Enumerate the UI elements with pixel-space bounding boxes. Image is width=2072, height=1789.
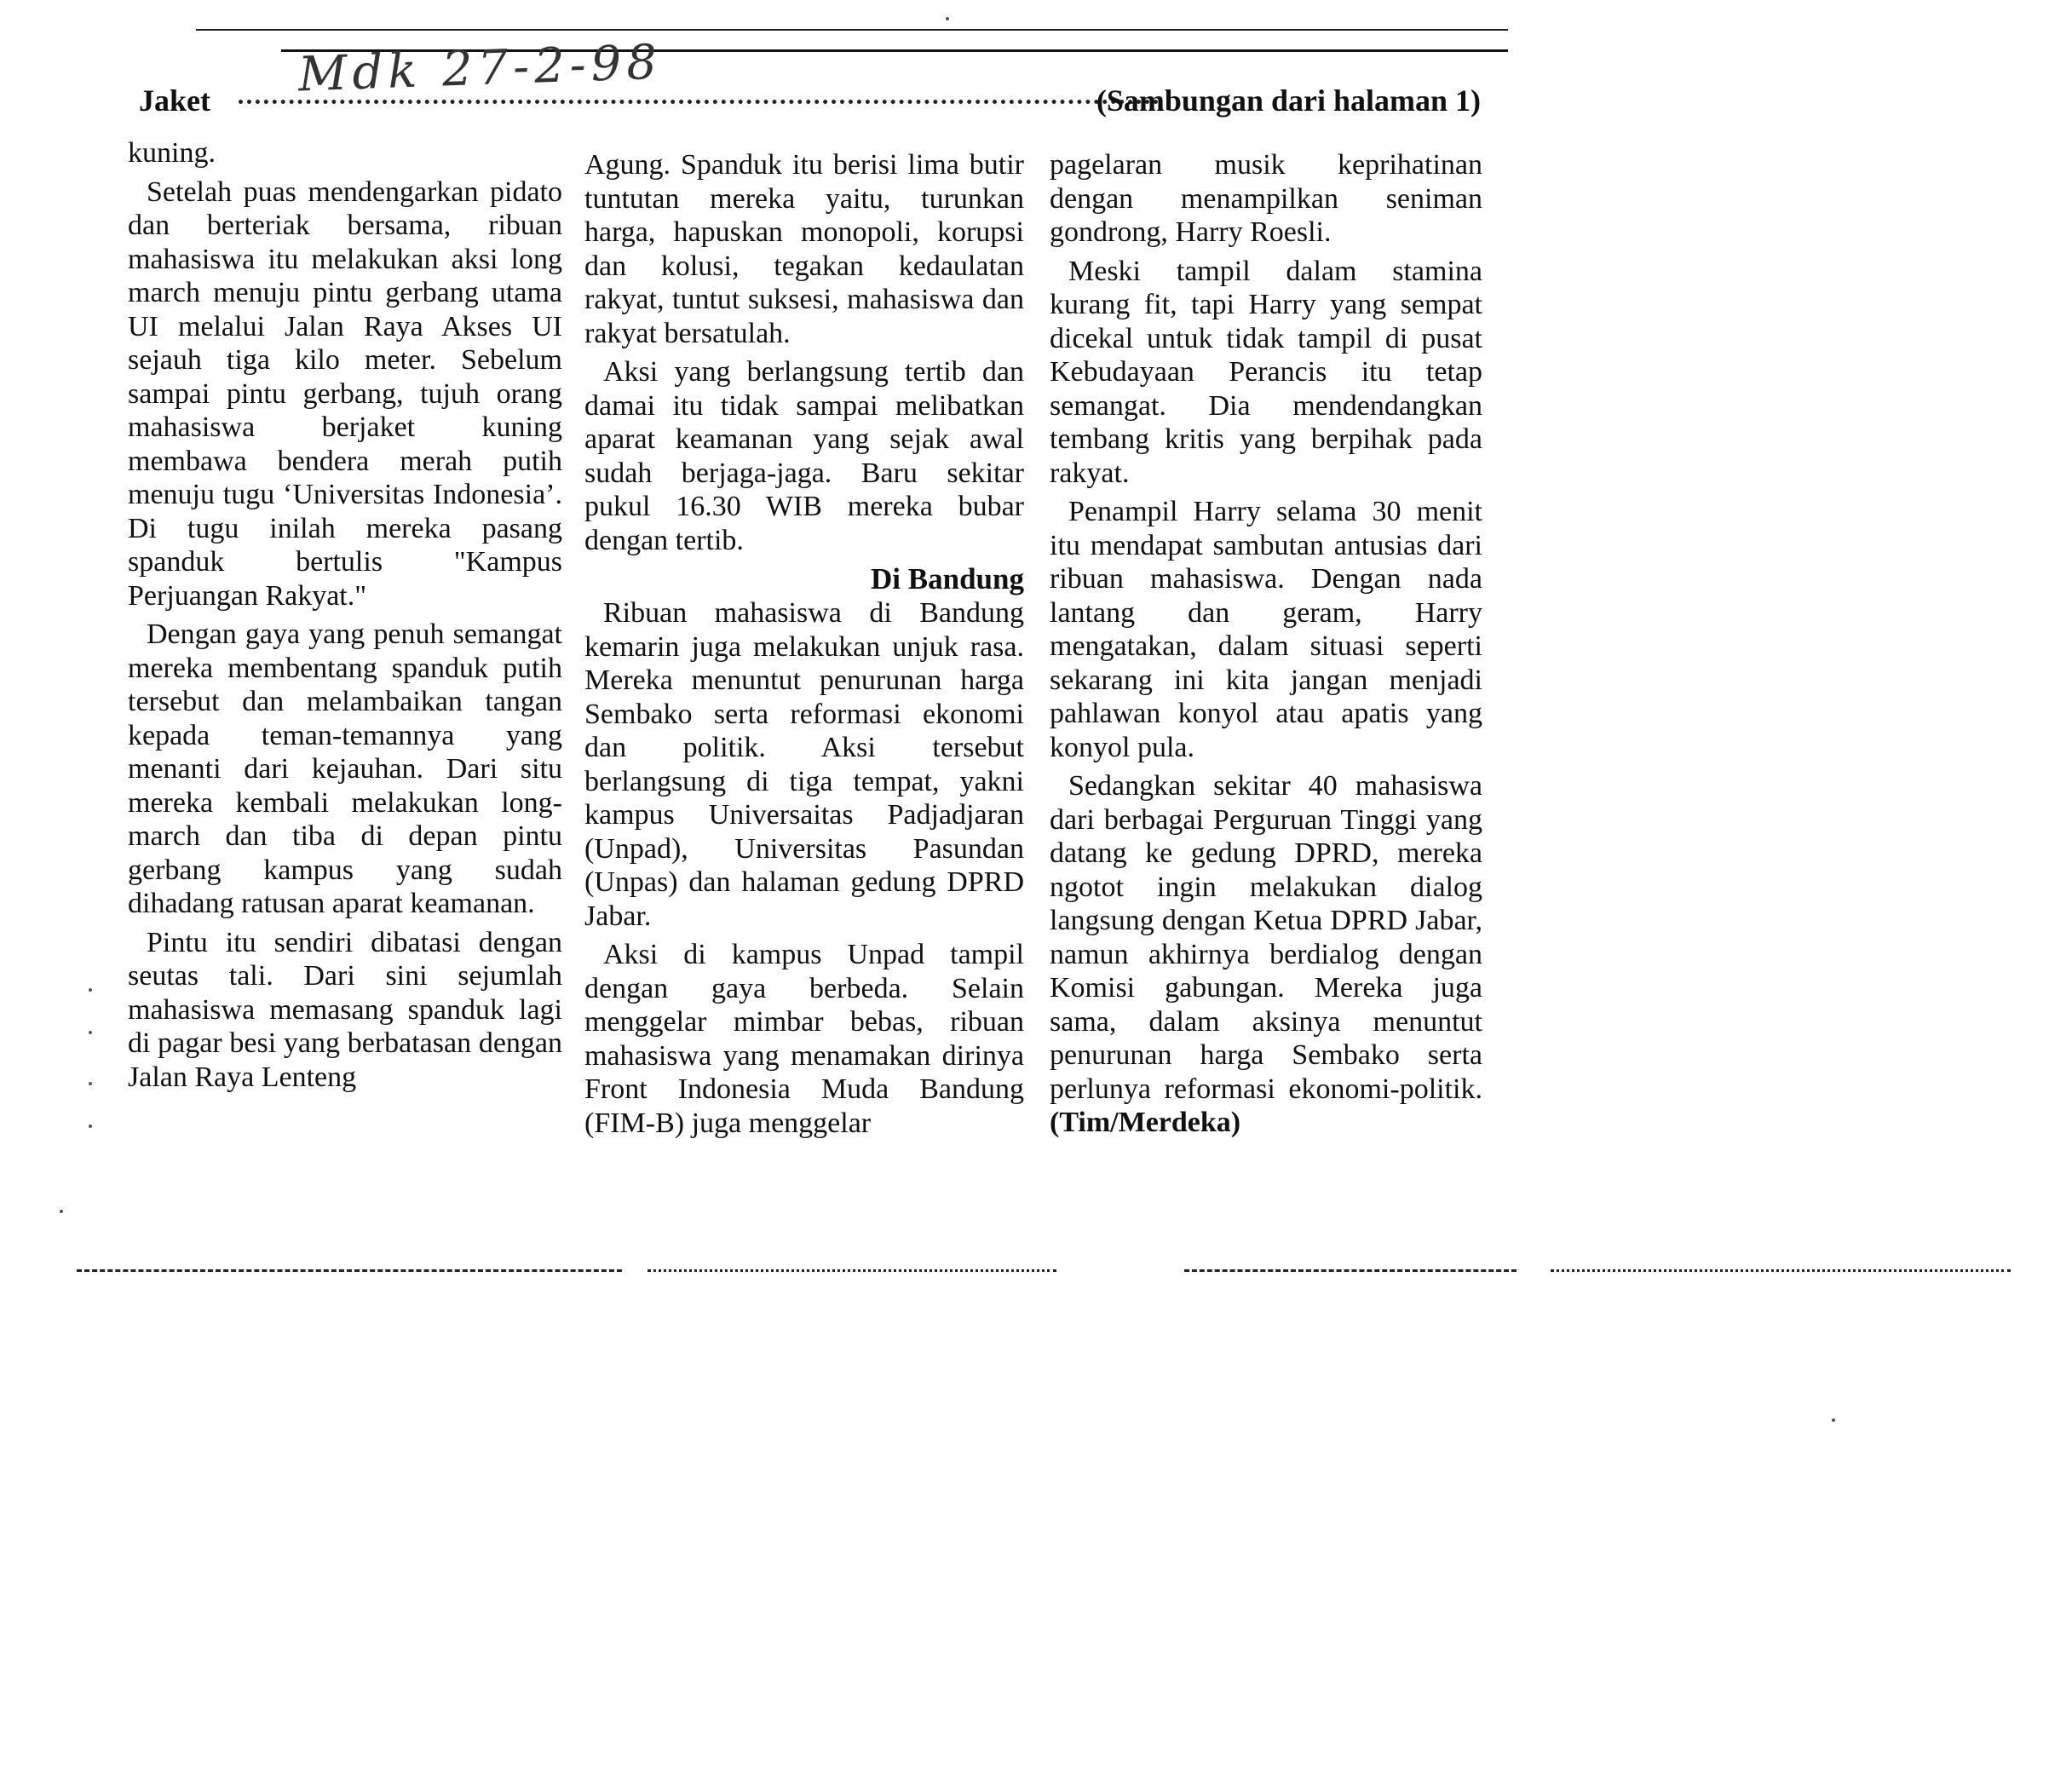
scan-speck <box>89 988 92 992</box>
paragraph: Ribuan mahasiswa di Bandung kemarin juga melakukan unjuk rasa. Mereka menuntut penurunan harga Sembako serta reformasi ekonomi dan politik. Aksi tersebut berlangsung di tiga tempat, yakni kampus Universaitas Padjadjaran (Unpad), Universitas Pasundan (Unpas) dan halaman gedung DPRD Jabar. <box>584 597 1024 932</box>
handwritten-date-note: Mdk 27-2-98 <box>296 34 663 103</box>
bottom-rule <box>1184 1269 1517 1272</box>
paragraph: kuning. <box>128 137 216 169</box>
scan-speck <box>60 1210 63 1213</box>
paragraph: Meski tampil dalam stamina kurang fit, tapi Harry yang sempat dicekal untuk tidak tampil di pusat Kebudayaan Perancis itu tetap semangat. Dia mendendangkan tembang kritis yang berpihak pada rakyat. <box>1050 255 1482 489</box>
continuation-label: (Sambungan dari halaman 1) <box>1096 83 1481 118</box>
paragraph: Pintu itu sendiri dibatasi dengan seutas tali. Dari sini sejumlah mahasiswa memasang spanduk lagi di pagar besi yang berbatasan dengan Jalan Raya Lenteng <box>128 926 562 1093</box>
leader-dots <box>239 100 1159 104</box>
subheading: Di Bandung <box>871 562 1024 595</box>
paragraph: Aksi di kampus Unpad tampil dengan gaya berbeda. Selain menggelar mimbar bebas, ribuan mahasiswa yang menamakan dirinya Front Indonesia Muda Bandung (FIM-B) juga menggelar <box>584 939 1024 1139</box>
bottom-rule <box>1551 1269 2011 1272</box>
paragraph: Agung. Spanduk itu berisi lima butir tuntutan mereka yaitu, turunkan harga, hapuskan monopoli, korupsi dan kolusi, tegakan kedaulatan rakyat, tuntut suksesi, mahasiswa dan rakyat bersatulah. <box>584 149 1024 349</box>
scan-speck <box>1832 1418 1835 1422</box>
paragraph: Aksi yang berlangsung tertib dan damai itu tidak sampai melibatkan aparat keamanan yang sejak awal sudah berjaga-jaga. Baru sekitar pukul 16.30 WIB mereka bubar dengan tertib. <box>584 356 1024 556</box>
scan-speck <box>89 1125 92 1128</box>
bottom-rule <box>648 1269 1056 1272</box>
paragraph-text: Sedangkan sekitar 40 mahasiswa dari berbagai Perguruan Tinggi yang datang ke gedung DPRD, mereka ngotot ingin melakukan dialog langsung dengan Ketua DPRD Jabar, namun akhirnya berdialog dengan Komisi gabungan. Mereka juga sama, dalam aksinya menuntut penurunan harga Sembako serta perlunya reformasi ekonomi-politik. <box>1050 770 1482 1105</box>
article-column-3 <box>1050 148 1482 1145</box>
paragraph-final <box>1050 769 1482 1140</box>
scan-speck <box>946 17 949 20</box>
byline: (Tim/Merdeka) <box>1050 1107 1241 1138</box>
top-rule <box>196 29 1508 31</box>
continuation-header <box>139 75 1481 126</box>
paragraph: Setelah puas mendengarkan pidato dan berteriak bersama, ribuan mahasiswa itu melakukan aksi long march menuju pintu gerbang utama UI melalui Jalan Raya Akses UI sejauh tiga kilo meter. Sebelum sampai pintu gerbang, tujuh orang mahasiswa berjaket kuning membawa bendera merah putih menuju tugu ‘Universitas Indonesia’. Di tugu inilah mereka pasang spanduk bertulis "Kampus Perjuangan Rakyat." <box>128 175 562 612</box>
paragraph: pagelaran musik keprihatinan dengan menampilkan seniman gondrong, Harry Roesli. <box>1050 149 1482 248</box>
paragraph: Dengan gaya yang penuh semangat mereka membentang spanduk putih tersebut dan melambaikan tangan kepada teman-temannya yang menanti dari kejauhan. Dari situ mereka kembali melakukan long-march dan tiba di depan pintu gerbang kampus yang sudah dihadang ratusan aparat keamanan. <box>128 618 562 919</box>
paragraph: Penampil Harry selama 30 menit itu mendapat sambutan antusias dari ribuan mahasiswa. Dengan nada lantang dan geram, Harry mengatakan, dalam situasi seperti sekarang ini kita jangan menjadi pahlawan konyol atau apatis yang konyol pula. <box>1050 496 1482 763</box>
scan-speck <box>89 1082 92 1085</box>
bottom-rule <box>77 1269 622 1272</box>
article-column-2 <box>584 148 1024 1145</box>
kicker-label: Jaket <box>139 83 210 118</box>
scan-speck <box>89 1031 92 1034</box>
article-column-1 <box>128 136 562 1099</box>
